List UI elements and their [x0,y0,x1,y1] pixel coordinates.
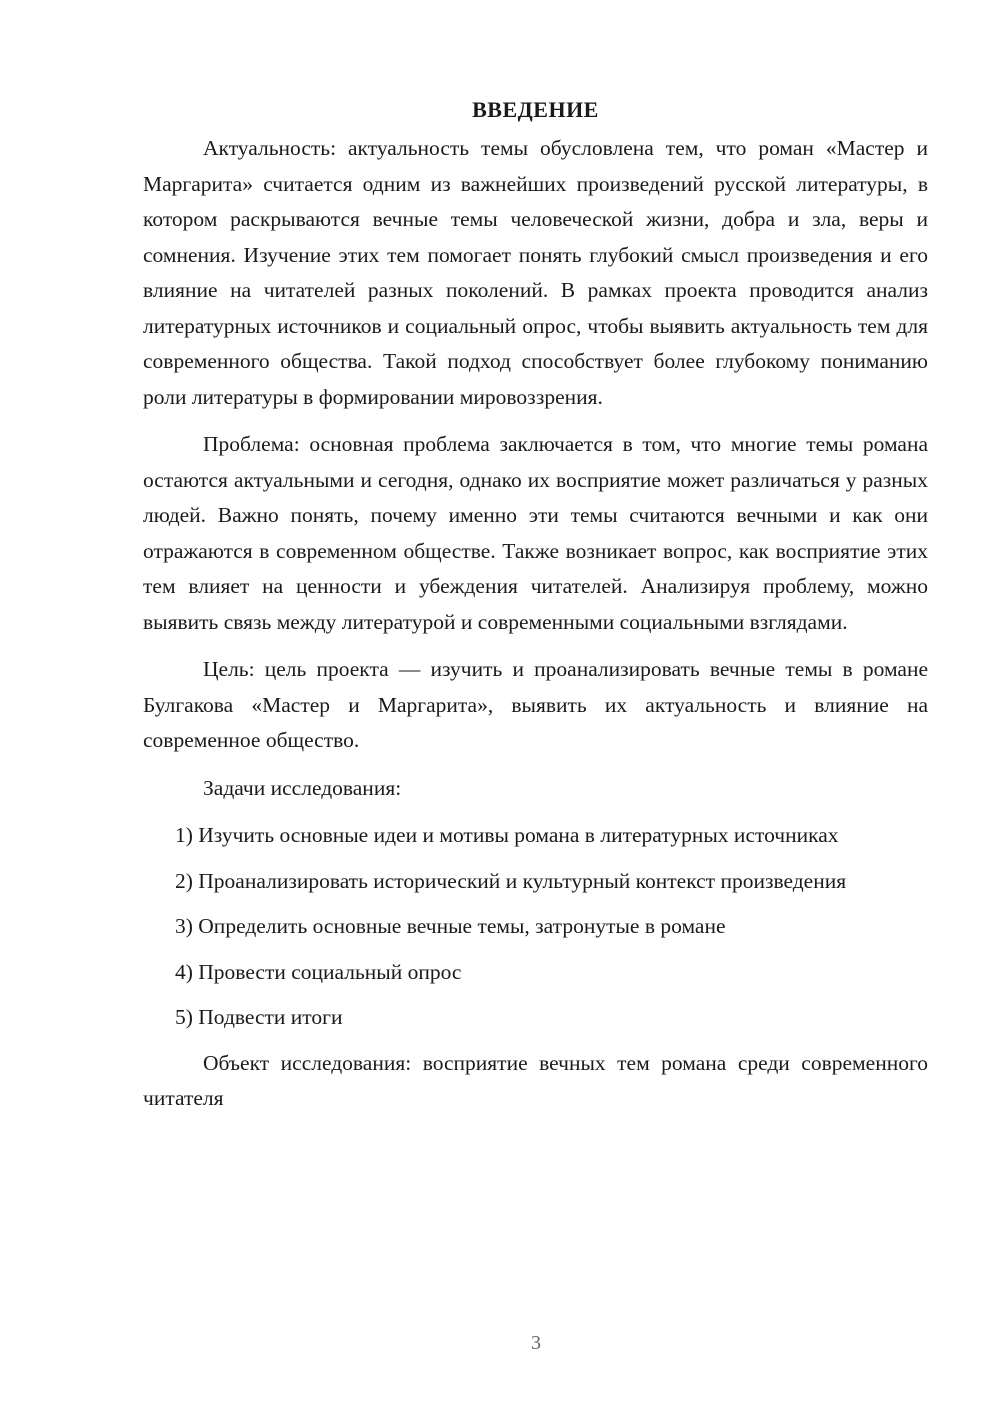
problem-paragraph: Проблема: основная проблема заключается в том, что многие темы романа остаются актуальными и сегодня, однако их восприятие может различаться у разных людей. Важно понять, почему именно эти темы считаются вечными и как они отражаются в современном обществе. Также возникает вопрос, как восприятие этих тем влияет на ценности и убеждения читателей. Анализируя проблему, можно выявить связь между литературой и современными социальными взглядами. [143,432,928,634]
tasks-list [143,818,928,1036]
section-heading: ВВЕДЕНИЕ [472,97,599,122]
task-item: 5) Подвести итоги [175,1005,343,1029]
task-item: 1) Изучить основные идеи и мотивы романа в литературных источниках [175,823,839,847]
object-paragraph: Объект исследования: восприятие вечных тем романа среди современного читателя [143,1050,928,1110]
relevance-paragraph: Актуальность: актуальность темы обусловлена тем, что роман «Мастер и Маргарита» считается одним из важнейших произведений русской литературы, в котором раскрываются вечные темы человеческой жизни, добра и зла, веры и сомнения. Изучение этих тем помогает понять глубокий смысл произведения и его влияние на читателей разных поколений. В рамках проекта проводится анализ литературных источников и социальный опрос, чтобы выявить актуальность тем для современного общества. Такой подход способствует более глубокому пониманию роли литературы в формировании мировоззрения. [143,136,928,409]
page-number: 3 [531,1332,541,1354]
task-item: 4) Провести социальный опрос [175,959,462,984]
tasks-heading: Задачи исследования: [203,775,402,800]
task-item: 3) Определить основные вечные темы, затронутые в романе [175,914,726,938]
document-page [143,95,928,1129]
task-item: 2) Проанализировать исторический и культурный контекст произведения [175,868,847,893]
goal-paragraph: Цель: цель проекта — изучить и проанализировать вечные темы в романе Булгакова «Мастер и Маргарита», выявить их актуальность и влияние на современное общество. [143,657,928,752]
